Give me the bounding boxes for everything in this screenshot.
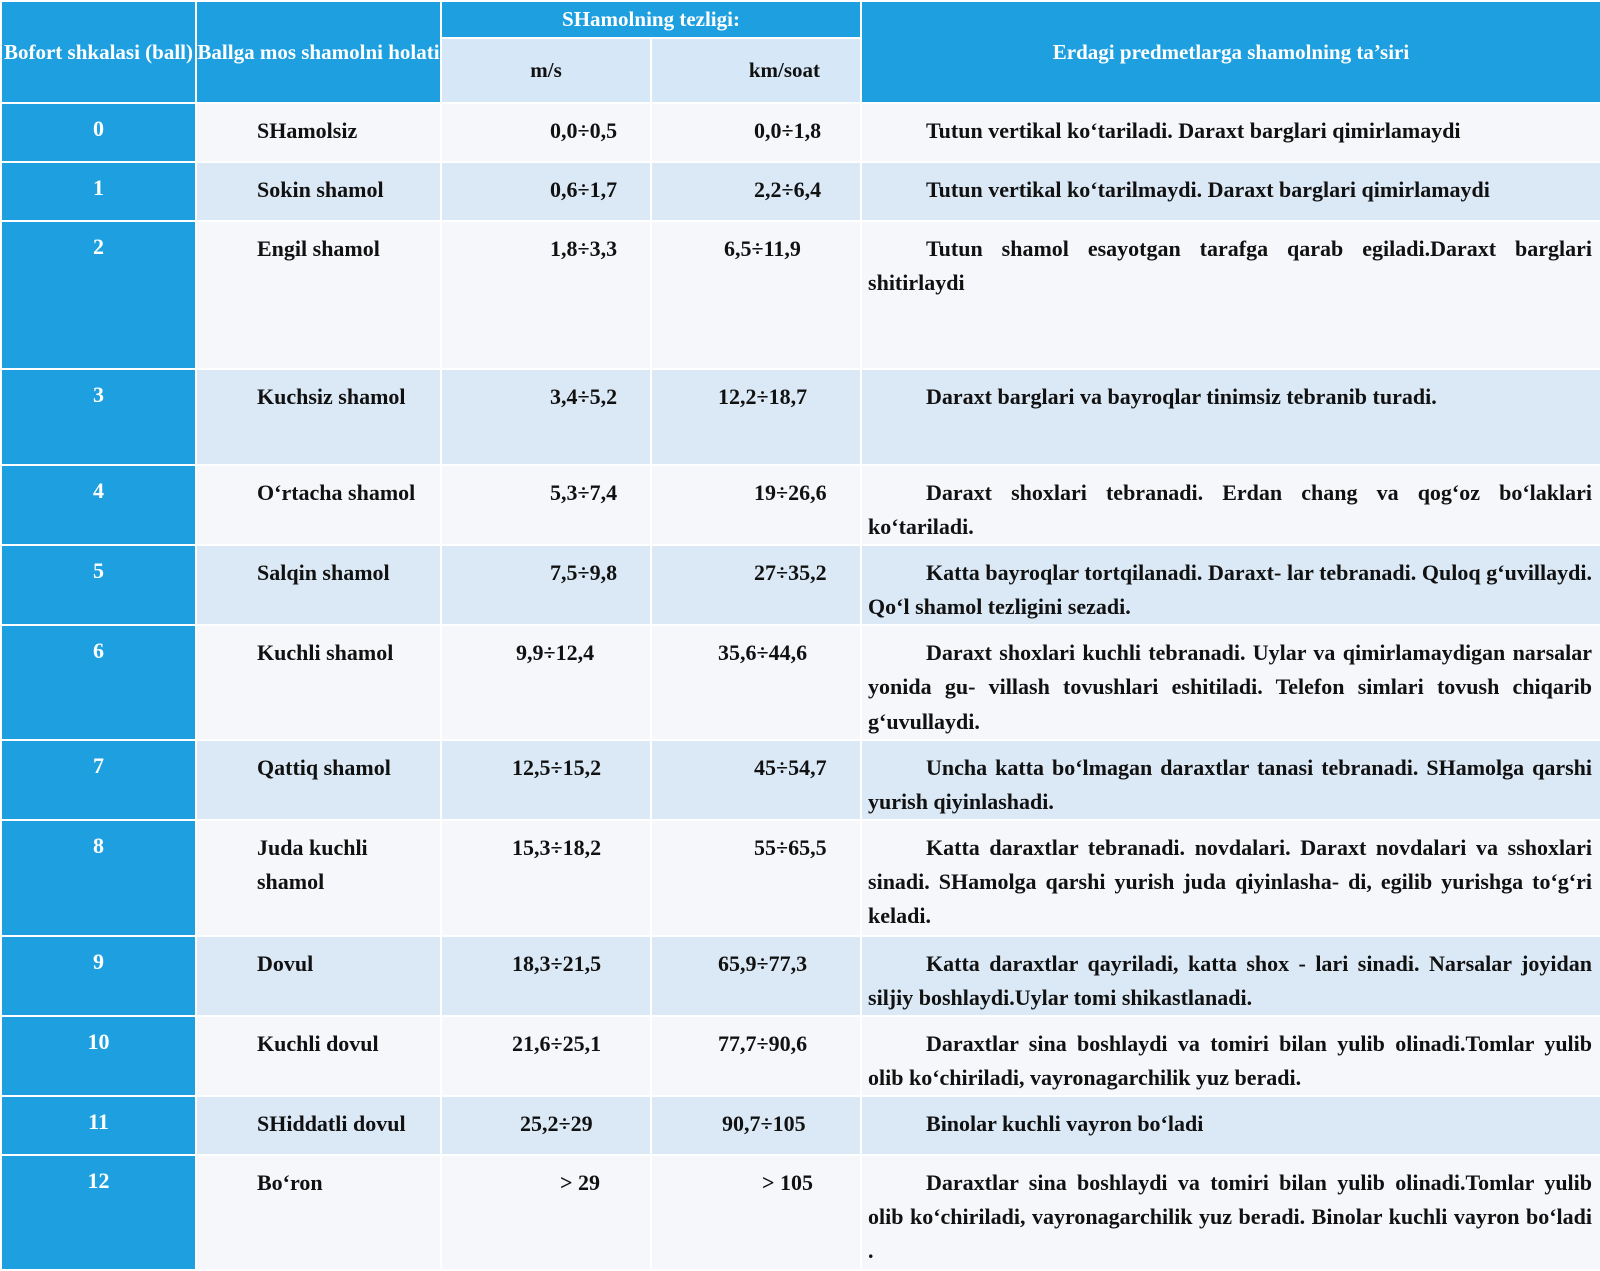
wind-effect-cell <box>861 369 1600 465</box>
beaufort-number: 6 <box>1 625 196 739</box>
wind-effect-cell <box>861 625 1600 739</box>
wind-state-name: Kuchli dovul <box>196 1016 441 1096</box>
wind-effect-text: Katta bayroqlar tortqilanadi. Daraxt- lar tebranadi. Quloq g‘uvillaydi. Qo‘l shamol tezligini sezadi. <box>868 560 1593 620</box>
wind-state-name: Kuchsiz shamol <box>196 369 441 465</box>
speed-kmh: 77,7÷90,6 <box>651 1016 861 1096</box>
wind-effect-cell <box>861 162 1600 221</box>
beaufort-number: 11 <box>1 1096 196 1155</box>
speed-kmh: 55÷65,5 <box>651 820 861 936</box>
wind-effect-text: Uncha katta bo‘lmagan daraxtlar tanasi tebranadi. SHamolga qarshi yurish qiyinlashadi. <box>868 754 1593 814</box>
speed-kmh: 90,7÷105 <box>651 1096 861 1155</box>
wind-state-name: Dovul <box>196 936 441 1016</box>
header-ball: Bofort shkalasi (ball) <box>1 1 196 103</box>
speed-kmh: > 105 <box>651 1155 861 1269</box>
beaufort-number: 5 <box>1 545 196 625</box>
table-row <box>1 740 1600 820</box>
table-row <box>1 1155 1600 1269</box>
table-row <box>1 820 1600 936</box>
beaufort-number: 0 <box>1 103 196 162</box>
wind-effect-cell <box>861 545 1600 625</box>
speed-ms: 7,5÷9,8 <box>441 545 651 625</box>
wind-state-name: Bo‘ron <box>196 1155 441 1269</box>
wind-effect-cell <box>861 221 1600 369</box>
wind-effect-text: Tutun vertikal ko‘tarilmaydi. Daraxt barglari qimirlamaydi <box>926 177 1490 202</box>
wind-effect-cell <box>861 465 1600 545</box>
wind-effect-text: Daraxtlar sina boshlaydi va tomiri bilan yulib olinadi.Tomlar yulib olib ko‘chiriladi, vayronagarchilik yuz beradi. Binolar kuchli vayron bo‘ladi . <box>868 1170 1593 1264</box>
beaufort-number: 3 <box>1 369 196 465</box>
wind-state-name: SHiddatli dovul <box>196 1096 441 1155</box>
wind-effect-cell <box>861 1016 1600 1096</box>
wind-effect-text: Daraxt shoxlari tebranadi. Erdan chang va qog‘oz bo‘laklari ko‘tariladi. <box>868 480 1593 540</box>
wind-effect-text: Daraxt shoxlari kuchli tebranadi. Uylar va qimirlamaydigan narsalar yonida gu- villash tovushlari eshitiladi. Telefon simlari tovush chiqarib g‘uvullaydi. <box>868 640 1593 734</box>
beaufort-number: 10 <box>1 1016 196 1096</box>
speed-ms: 1,8÷3,3 <box>441 221 651 369</box>
wind-state-name: O‘rtacha shamol <box>196 465 441 545</box>
table-row <box>1 1016 1600 1096</box>
wind-state-name: Engil shamol <box>196 221 441 369</box>
speed-ms: 3,4÷5,2 <box>441 369 651 465</box>
speed-kmh: 2,2÷6,4 <box>651 162 861 221</box>
beaufort-number: 7 <box>1 740 196 820</box>
speed-kmh: 45÷54,7 <box>651 740 861 820</box>
speed-ms: 15,3÷18,2 <box>441 820 651 936</box>
wind-effect-text: Tutun vertikal ko‘tariladi. Daraxt barglari qimirlamaydi <box>926 118 1461 143</box>
beaufort-number: 9 <box>1 936 196 1016</box>
header-state: Ballga mos shamolni holati <box>196 1 441 103</box>
table-row <box>1 625 1600 739</box>
wind-state-name: Qattiq shamol <box>196 740 441 820</box>
speed-ms: 21,6÷25,1 <box>441 1016 651 1096</box>
header-speed: SHamolning tezligi: <box>441 1 861 38</box>
wind-state-name: SHamolsiz <box>196 103 441 162</box>
wind-effect-text: Binolar kuchli vayron bo‘ladi <box>926 1111 1204 1137</box>
speed-ms: 25,2÷29 <box>441 1096 651 1155</box>
header-kmh: km/soat <box>651 38 861 103</box>
speed-ms: > 29 <box>441 1155 651 1269</box>
wind-effect-text: Tutun shamol esayotgan tarafga qarab egiladi.Daraxt barglari shitirlaydi <box>868 236 1593 296</box>
wind-effect-text: Daraxtlar sina boshlaydi va tomiri bilan yulib olinadi.Tomlar yulib olib ko‘chiriladi, vayronagarchilik yuz beradi. <box>868 1031 1593 1091</box>
wind-effect-cell <box>861 1155 1600 1269</box>
wind-effect-cell <box>861 1096 1600 1155</box>
speed-kmh: 19÷26,6 <box>651 465 861 545</box>
speed-ms: 0,6÷1,7 <box>441 162 651 221</box>
wind-effect-cell <box>861 740 1600 820</box>
beaufort-number: 8 <box>1 820 196 936</box>
table-row <box>1 465 1600 545</box>
table-body <box>1 103 1600 1270</box>
header-effect: Erdagi predmetlarga shamolning ta’siri <box>861 1 1600 103</box>
speed-ms: 9,9÷12,4 <box>441 625 651 739</box>
beaufort-number: 4 <box>1 465 196 545</box>
wind-effect-text: Katta daraxtlar tebranadi. novdalari. Daraxt novdalari va sshoxlari sinadi. SHamolga qarshi yurish juda qiyinlasha- di, egilib yurishga to‘g‘ri keladi. <box>868 834 1593 929</box>
speed-kmh: 27÷35,2 <box>651 545 861 625</box>
wind-effect-cell <box>861 936 1600 1016</box>
wind-state-name: Sokin shamol <box>196 162 441 221</box>
table-row <box>1 103 1600 162</box>
wind-effect-cell <box>861 820 1600 936</box>
header-ms: m/s <box>441 38 651 103</box>
wind-effect-text: Katta daraxtlar qayriladi, katta shox - lari sinadi. Narsalar joyidan siljiy boshlaydi.Uylar tomi shikastlanadi. <box>868 950 1593 1010</box>
speed-ms: 18,3÷21,5 <box>441 936 651 1016</box>
wind-state-name: Salqin shamol <box>196 545 441 625</box>
table-row <box>1 221 1600 369</box>
table-row <box>1 936 1600 1016</box>
beaufort-number: 12 <box>1 1155 196 1269</box>
speed-ms: 0,0÷0,5 <box>441 103 651 162</box>
speed-ms: 5,3÷7,4 <box>441 465 651 545</box>
table-row <box>1 369 1600 465</box>
speed-kmh: 6,5÷11,9 <box>651 221 861 369</box>
speed-ms: 12,5÷15,2 <box>441 740 651 820</box>
table-row <box>1 162 1600 221</box>
wind-state-name: Juda kuchli shamol <box>196 820 441 936</box>
wind-effect-cell <box>861 103 1600 162</box>
beaufort-number: 2 <box>1 221 196 369</box>
beaufort-number: 1 <box>1 162 196 221</box>
wind-effect-text: Daraxt barglari va bayroqlar tinimsiz tebranib turadi. <box>926 384 1437 409</box>
speed-kmh: 35,6÷44,6 <box>651 625 861 739</box>
speed-kmh: 65,9÷77,3 <box>651 936 861 1016</box>
wind-state-name: Kuchli shamol <box>196 625 441 739</box>
speed-kmh: 0,0÷1,8 <box>651 103 861 162</box>
table-row <box>1 545 1600 625</box>
table-row <box>1 1096 1600 1155</box>
speed-kmh: 12,2÷18,7 <box>651 369 861 465</box>
